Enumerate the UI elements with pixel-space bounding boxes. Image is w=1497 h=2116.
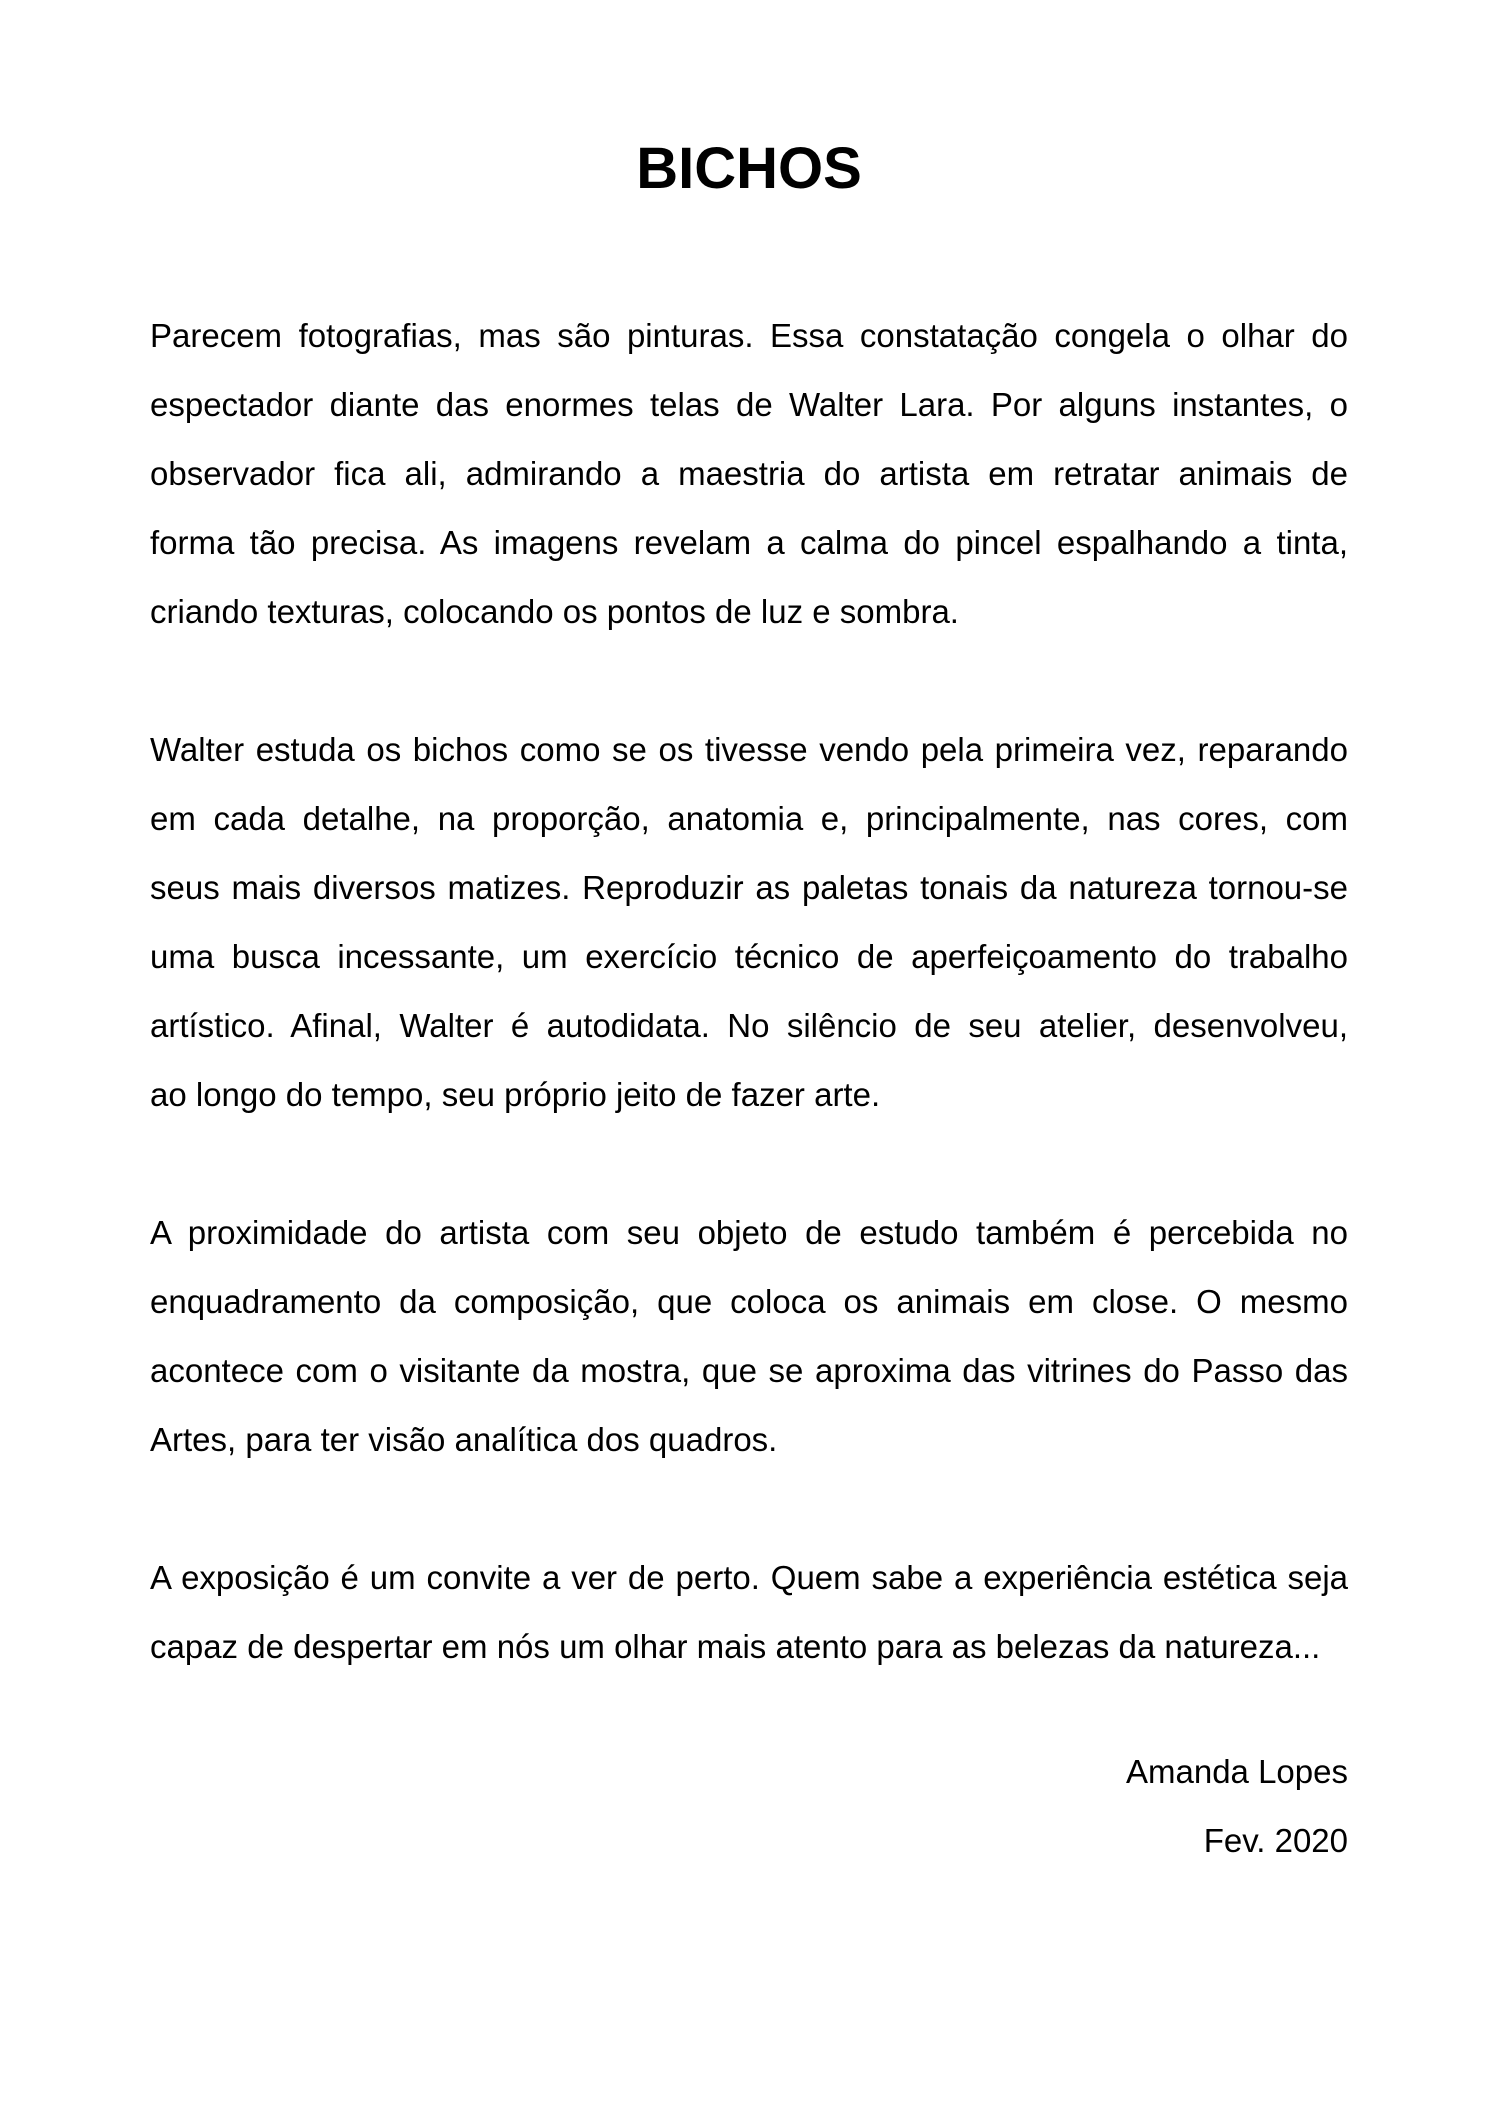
paragraph-2 [150,715,1348,1129]
text-line: acontece com o visitante da mostra, que se aproxima das vitrines do Passo das [150,1352,1348,1389]
text-line: seus mais diversos matizes. Reproduzir as paletas tonais da natureza tornou-se [150,869,1348,906]
signature-date: Fev. 2020 [1203,1822,1348,1859]
text-line: espectador diante das enormes telas de Walter Lara. Por alguns instantes, o [150,386,1348,423]
document-title: BICHOS [636,136,862,201]
text-line: A proximidade do artista com seu objeto de estudo também é percebida no [150,1214,1348,1251]
text-line: capaz de despertar em nós um olhar mais atento para as belezas da natureza... [150,1628,1321,1665]
text-line: ao longo do tempo, seu próprio jeito de fazer arte. [150,1076,881,1113]
text-line: enquadramento da composição, que coloca os animais em close. O mesmo [150,1283,1348,1320]
paragraph-4 [150,1543,1348,1681]
text-line: em cada detalhe, na proporção, anatomia e, principalmente, nas cores, com [150,800,1348,837]
text-line: Artes, para ter visão analítica dos quadros. [150,1421,778,1458]
signature-author: Amanda Lopes [1126,1753,1348,1790]
text-line: observador fica ali, admirando a maestria do artista em retratar animais de [150,455,1348,492]
paragraph-3 [150,1198,1348,1474]
text-line: A exposição é um convite a ver de perto. Quem sabe a experiência estética seja [150,1559,1348,1596]
text-line: artístico. Afinal, Walter é autodidata. No silêncio de seu atelier, desenvolveu, [150,1007,1348,1044]
text-line: Parecem fotografias, mas são pinturas. Essa constatação congela o olhar do [150,317,1348,354]
paragraph-1 [150,301,1348,646]
text-line: criando texturas, colocando os pontos de luz e sombra. [150,593,959,630]
document-content [150,0,1348,1875]
signature-block [150,1737,1348,1875]
text-line: forma tão precisa. As imagens revelam a calma do pincel espalhando a tinta, [150,524,1348,561]
text-line: uma busca incessante, um exercício técnico de aperfeiçoamento do trabalho [150,938,1348,975]
text-line: Walter estuda os bichos como se os tivesse vendo pela primeira vez, reparando [150,731,1348,768]
